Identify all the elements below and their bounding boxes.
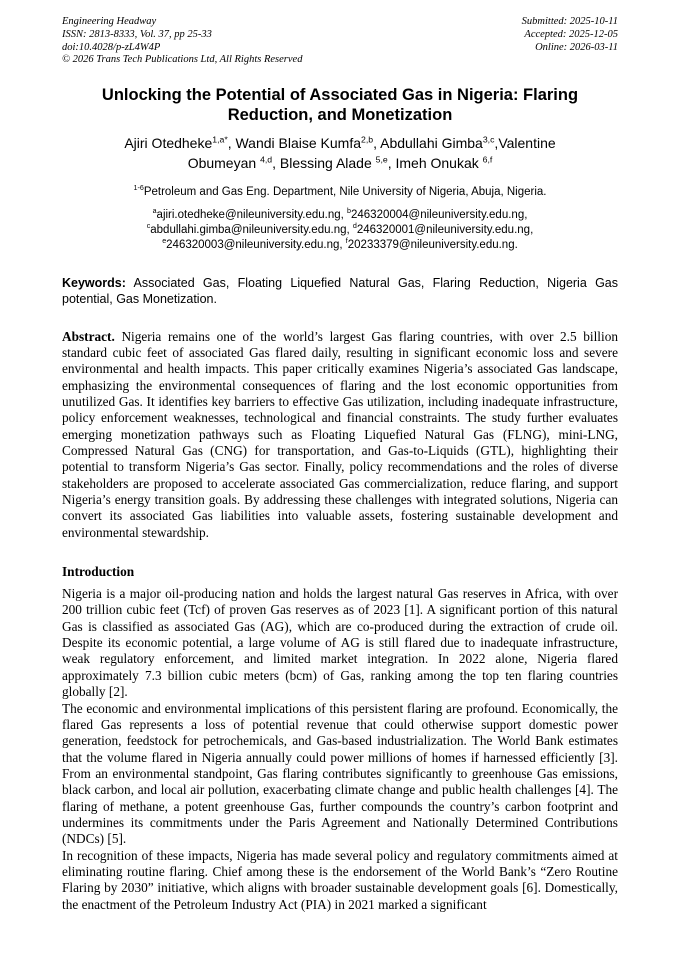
journal-header	[62, 16, 618, 67]
keywords-block	[62, 275, 618, 307]
abstract-label: Abstract.	[62, 328, 115, 344]
online-date: Online: 2026-03-11	[535, 41, 618, 53]
issn-line: ISSN: 2813-8333, Vol. 37, pp 25-33	[62, 28, 212, 40]
introduction-body	[62, 586, 618, 913]
paper-title: Unlocking the Potential of Associated Gas in Nigeria: Flaring Reduction, and Monetization	[101, 86, 579, 125]
doi-line: doi:10.4028/p-zL4W4P	[62, 41, 161, 53]
affiliation-line: $^{1-6}$Petroleum and Gas Eng. Department, Nile University of Nigeria, Abuja, Nigeria.	[133, 184, 547, 199]
intro-paragraph-3: In recognition of these impacts, Nigeria has made several policy and regulatory commitments aimed at eliminating routine flaring. Chief among these is the endorsement of the World Bank’s “Zero Routine Flaring by 2030” initiative, which aligns with broader sustainable development goals [6]. Domestically, the enactment of the Petroleum Industry Act (PIA) in 2021 marked a significant	[62, 847, 618, 912]
journal-name: Engineering Headway	[62, 16, 157, 27]
abstract-text: Nigeria remains one of the world’s largest Gas flaring countries, with over 2.5 billion standard cubic feet of associated Gas flared daily, resulting in significant economic loss and severe environmental and health impacts. This paper critically examines Nigeria’s associated Gas landscape, emphasizing the environmental consequences of flaring and the lost economic opportunities from unutilized Gas. It identifies key barriers to effective Gas utilization, including inadequate infrastructure, policy enforcement weaknesses, technological and financial constraints. The study further evaluates emerging monetization pathways such as Floating Liquefied Natural Gas (FLNG), mini-LNG, Compressed Natural Gas (CNG) for transportation, and Gas-to-Liquids (GTL), highlighting their potential to transform Nigeria’s Gas sector. Finally, policy recommendations and the roles of diverse stakeholders are proposed to accelerate associated Gas commercialization, reduce flaring, and support Nigeria’s energy transition goals. By addressing these challenges with integrated solutions, Nigeria can convert its associated Gas liabilities into valuable assets, fostering sustainable development and environmental stewardship.	[62, 328, 618, 540]
accepted-date: Accepted: 2025-12-05	[524, 28, 618, 40]
submission-dates	[522, 16, 618, 67]
intro-paragraph-2: The economic and environmental implications of this persistent flaring are profound. Economically, the flared Gas represents a loss of potential revenue that could otherwise support domestic power generation, feedstock for petrochemicals, and Gas-based industrialization. The World Bank estimates that the volume flared in Nigeria annually could power millions of homes if harnessed efficiently [3]. From an environmental standpoint, Gas flaring contributes significantly to greenhouse Gas emissions, black carbon, and local air pollution, exacerbating climate change and public health challenges [4]. The flaring of methane, a potent greenhouse Gas, further compounds the country’s carbon footprint and undermines its commitments under the Paris Agreement and Nationally Determined Contributions (NDCs) [5].	[62, 700, 618, 847]
journal-info	[62, 16, 302, 67]
authors-line: Ajiri Otedheke$^{1,a*}$, Wandi Blaise Kumfa$^{2,b}$, Abdullahi Gimba$^{3,c}$,Valentine Obumeyan $^{4,d}$, Blessing Alade $^{5,e}$, Imeh Onukak $^{6,f}$	[124, 134, 556, 172]
copyright-line: © 2026 Trans Tech Publications Ltd, All Rights Reserved	[62, 54, 303, 66]
introduction-heading: Introduction	[62, 564, 135, 580]
intro-paragraph-1: Nigeria is a major oil-producing nation and holds the largest natural Gas reserves in Africa, with over 200 trillion cubic feet (Tcf) of proven Gas reserves as of 2023 [1]. A significant portion of this natural Gas is classified as associated Gas (AG), which are co-produced during the extraction of crude oil. Despite its economic potential, a large volume of AG is still flared due to inadequate infrastructure, weak regulatory enforcement, and limited market integration. In 2022 alone, Nigeria flared approximately 7.3 billion cubic meters (bcm) of Gas, ranking among the top ten flaring countries globally [2].	[62, 586, 618, 700]
keywords-label: Keywords:	[62, 275, 126, 290]
abstract-block	[62, 329, 618, 541]
keywords-text: Associated Gas, Floating Liquefied Natural Gas, Flaring Reduction, Nigeria Gas potential, Gas Monetization.	[62, 275, 618, 306]
submitted-date: Submitted: 2025-10-11	[521, 16, 618, 27]
emails-block: $^a$ajiri.otedheke@nileuniversity.edu.ng, $^b$246320004@nileuniversity.edu.ng, $^c$abdullahi.gimba@nileuniversity.edu.ng, $^d$246320001@nileuniversity.edu.ng, $^e$246320003@nileuniversity.edu.ng, $^f$20233379@nileuniversity.edu.ng.	[146, 207, 534, 252]
